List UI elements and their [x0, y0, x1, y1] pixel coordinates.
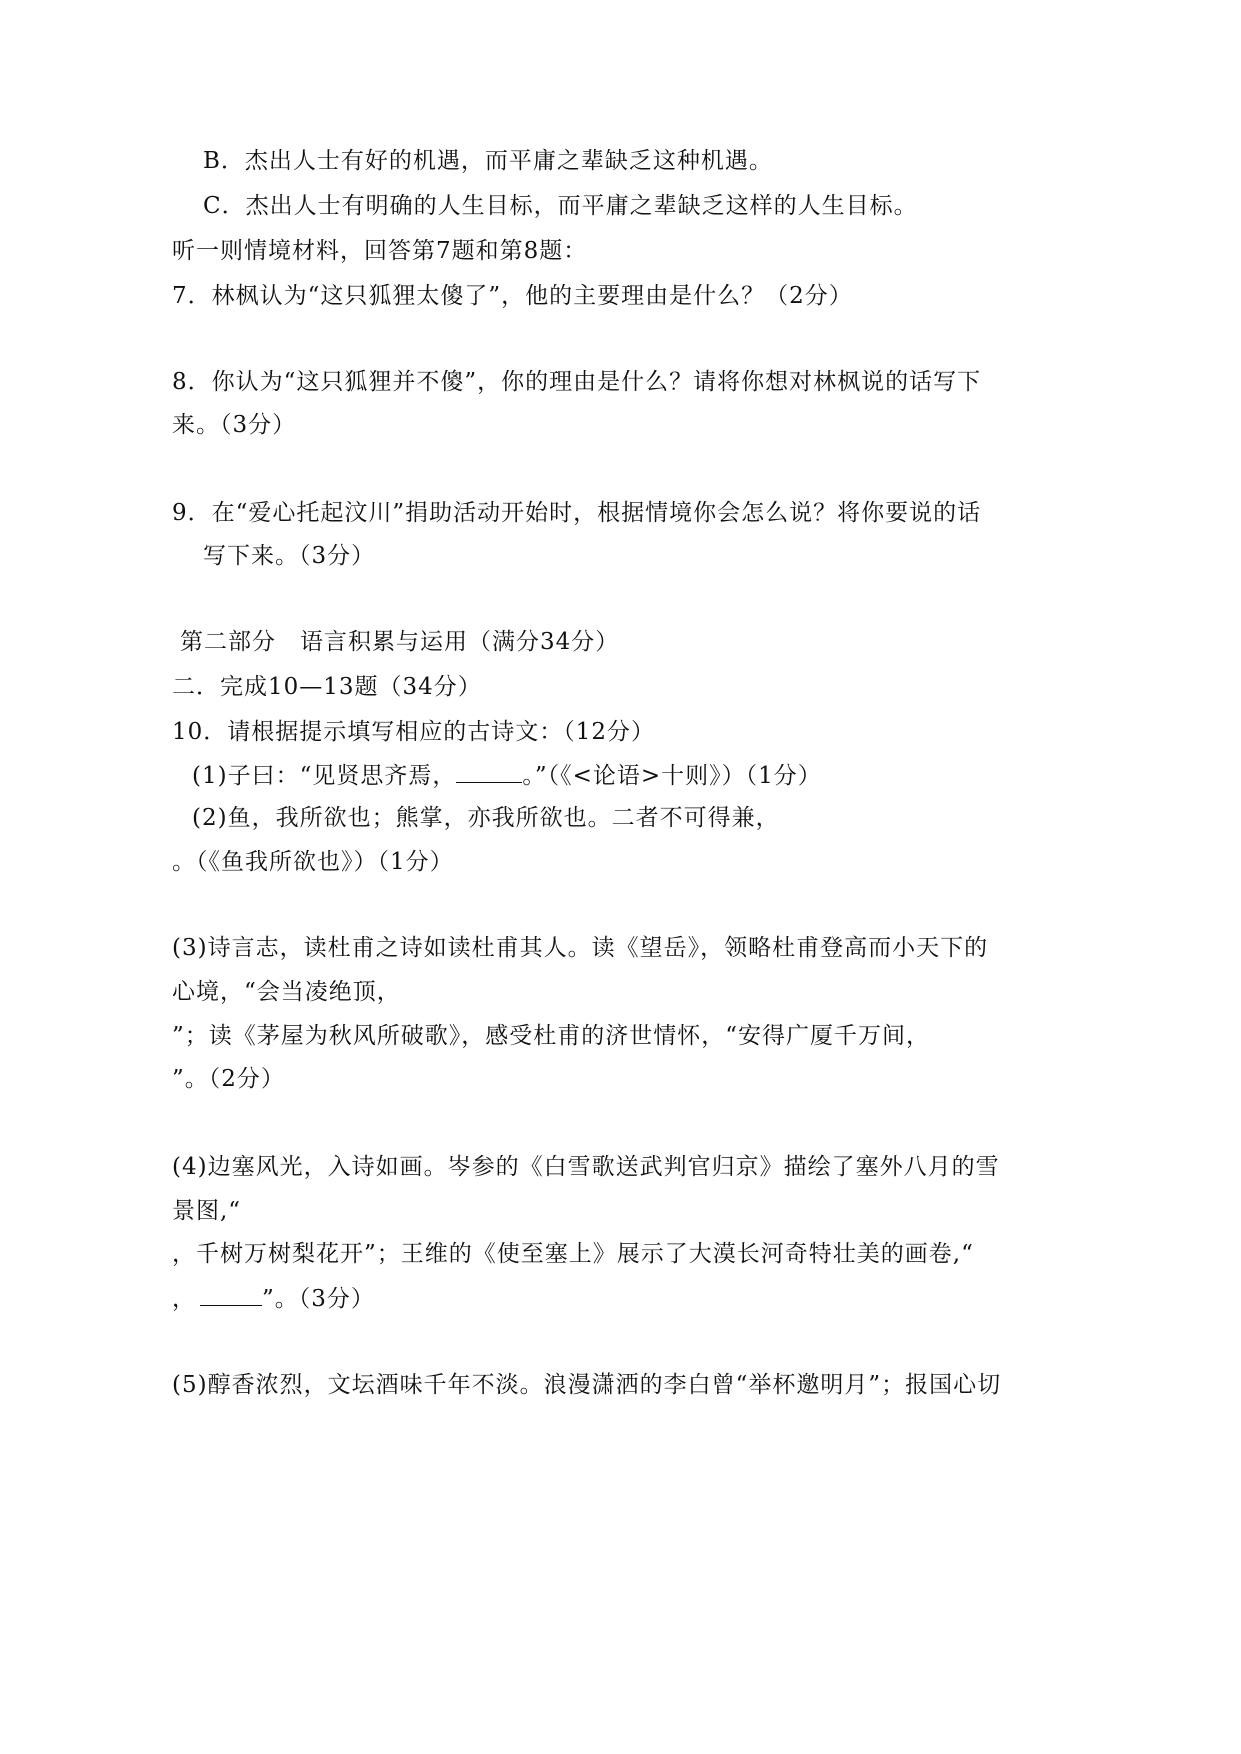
- question-10-1-text: (1)子曰：“见贤思齐焉，: [192, 763, 457, 789]
- question-10-4-score: ”。（3分）: [262, 1286, 375, 1312]
- question-9-line-1: 9．在“爱心托起汶川”捐助活动开始时，根据情境你会怎么说？将你要说的话: [172, 500, 982, 526]
- question-10-4-comma: ，: [172, 1286, 196, 1312]
- question-10-4-line-3: ，千树万树梨花开”；王维的《使至塞上》展示了大漠长河奇特壮美的画卷,“: [172, 1241, 974, 1267]
- section-two-heading: 二．完成10—13题（34分）: [172, 674, 482, 700]
- question-10-1-source: 。”（《<论语>十则》）（1分）: [522, 763, 822, 789]
- question-10-4-line-2: 景图,“: [172, 1198, 242, 1224]
- question-10-4-line-4: [172, 1283, 375, 1314]
- question-10: 10．请根据提示填写相应的古诗文：（12分）: [172, 719, 656, 745]
- question-10-3-line-3: ”；读《茅屋为秋风所破歌》，感受杜甫的济世情怀，“安得广厦千万间，: [172, 1023, 931, 1049]
- question-10-1: [192, 760, 822, 791]
- question-10-3-line-2: 心境，“会当凌绝顶，: [172, 979, 401, 1005]
- question-9-line-2: 写下来。（3分）: [203, 543, 376, 569]
- question-10-2-line-1: (2)鱼，我所欲也；熊掌，亦我所欲也。二者不可得兼，: [192, 805, 780, 831]
- question-10-5-line-1: (5)醇香浓烈，文坛酒味千年不淡。浪漫潇洒的李白曾“举杯邀明月”；报国心切: [172, 1372, 1002, 1398]
- part-two-heading: 第二部分 语言积累与运用（满分34分）: [180, 629, 620, 655]
- option-b: B．杰出人士有好的机遇，而平庸之辈缺乏这种机遇。: [203, 148, 773, 174]
- question-10-2-line-2: 。（《鱼我所欲也》）（1分）: [172, 849, 454, 875]
- question-10-4-line-1: (4)边塞风光，入诗如画。岑参的《白雪歌送武判官归京》描绘了塞外八月的雪: [172, 1154, 1000, 1180]
- listening-instruction: 听一则情境材料，回答第7题和第8题：: [172, 238, 588, 264]
- question-10-3-line-4: ”。（2分）: [172, 1066, 285, 1092]
- answer-blank[interactable]: [456, 760, 522, 783]
- question-10-3-line-1: (3)诗言志，读杜甫之诗如读杜甫其人。读《望岳》，领略杜甫登高而小天下的: [172, 935, 989, 961]
- answer-blank[interactable]: [200, 1283, 262, 1306]
- question-8-line-2: 来。（3分）: [172, 412, 297, 438]
- option-c: C．杰出人士有明确的人生目标，而平庸之辈缺乏这样的人生目标。: [203, 193, 918, 219]
- question-7: 7．林枫认为“这只狐狸太傻了”，他的主要理由是什么？（2分）: [172, 283, 853, 309]
- question-8-line-1: 8．你认为“这只狐狸并不傻”，你的理由是什么？请将你想对林枫说的话写下: [172, 369, 982, 395]
